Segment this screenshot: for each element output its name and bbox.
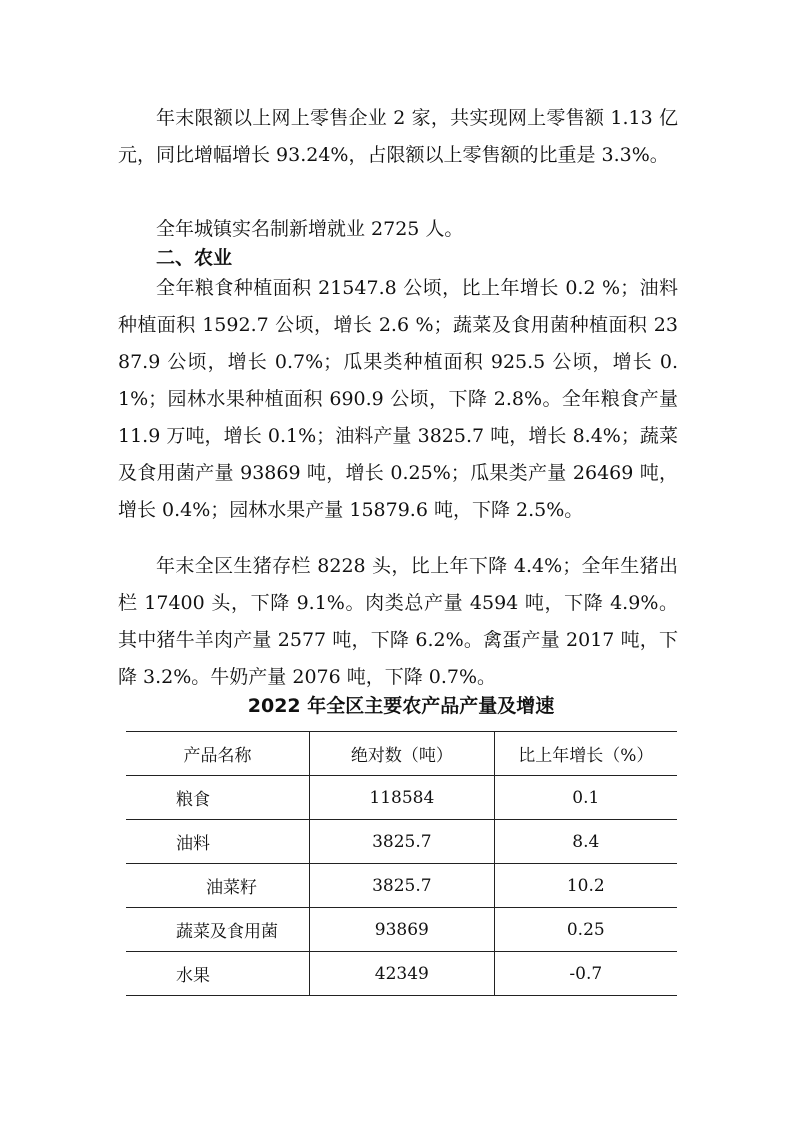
table-row xyxy=(126,908,677,952)
paragraph-employment: 全年城镇实名制新增就业 2725 人。 xyxy=(156,218,464,240)
cell-product-name: 水果 xyxy=(126,952,310,996)
cell-growth-rate: 8.4 xyxy=(494,820,677,864)
column-header-product-name: 产品名称 xyxy=(126,732,310,776)
column-header-growth-rate: 比上年增长（%） xyxy=(494,732,677,776)
section-heading-agriculture: 二、农业 xyxy=(156,247,233,269)
cell-absolute-value: 93869 xyxy=(310,908,494,952)
paragraph-online-retail: 年末限额以上网上零售企业 2 家，共实现网上零售额 1.13 亿元，同比增幅增长 93.24%，占限额以上零售额的比重是 3.3%。 xyxy=(118,107,678,166)
cell-absolute-value: 118584 xyxy=(310,776,494,820)
table-row xyxy=(126,864,677,908)
cell-product-name: 油料 xyxy=(126,820,310,864)
cell-product-name: 蔬菜及食用菌 xyxy=(126,908,310,952)
table-title: 2022 年全区主要农产品产量及增速 xyxy=(247,695,555,717)
paragraph-livestock: 年末全区生猪存栏 8228 头，比上年下降 4.4%；全年生猪出栏 17400 头，下降 9.1%。肉类总产量 4594 吨，下降 4.9%。其中猪牛羊肉产量 2577 吨，下降 6.2%。禽蛋产量 2017 吨，下降 3.2%。牛奶产量 2076 吨，下降 0.7%。 xyxy=(118,555,678,688)
cell-growth-rate: -0.7 xyxy=(494,952,677,996)
cell-absolute-value: 3825.7 xyxy=(310,864,494,908)
cell-growth-rate: 0.25 xyxy=(494,908,677,952)
agricultural-products-table xyxy=(126,731,677,996)
column-header-absolute-value: 绝对数（吨） xyxy=(310,732,494,776)
table-row xyxy=(126,820,677,864)
table-header-row xyxy=(126,732,677,776)
table-row xyxy=(126,952,677,996)
paragraph-crop-production: 全年粮食种植面积 21547.8 公顷，比上年增长 0.2 %；油料种植面积 1592.7 公顷，增长 2.6 %；蔬菜及食用菌种植面积 2387.9 公顷，增长 0.7%；瓜果类种植面积 925.5 公顷，增长 0.1%；园林水果种植面积 690.9 公顷，下降 2.8%。全年粮食产量 11.9 万吨，增长 0.1%；油料产量 3825.7 吨，增长 8.4%；蔬菜及食用菌产量 93869 吨，增长 0.25%；瓜果类产量 26469 吨，增长 0.4%；园林水果产量 15879.6 吨，下降 2.5%。 xyxy=(118,277,678,521)
table-row xyxy=(126,776,677,820)
cell-growth-rate: 10.2 xyxy=(494,864,677,908)
cell-absolute-value: 3825.7 xyxy=(310,820,494,864)
cell-product-name: 油菜籽 xyxy=(126,864,310,908)
cell-product-name: 粮食 xyxy=(126,776,310,820)
cell-growth-rate: 0.1 xyxy=(494,776,677,820)
cell-absolute-value: 42349 xyxy=(310,952,494,996)
